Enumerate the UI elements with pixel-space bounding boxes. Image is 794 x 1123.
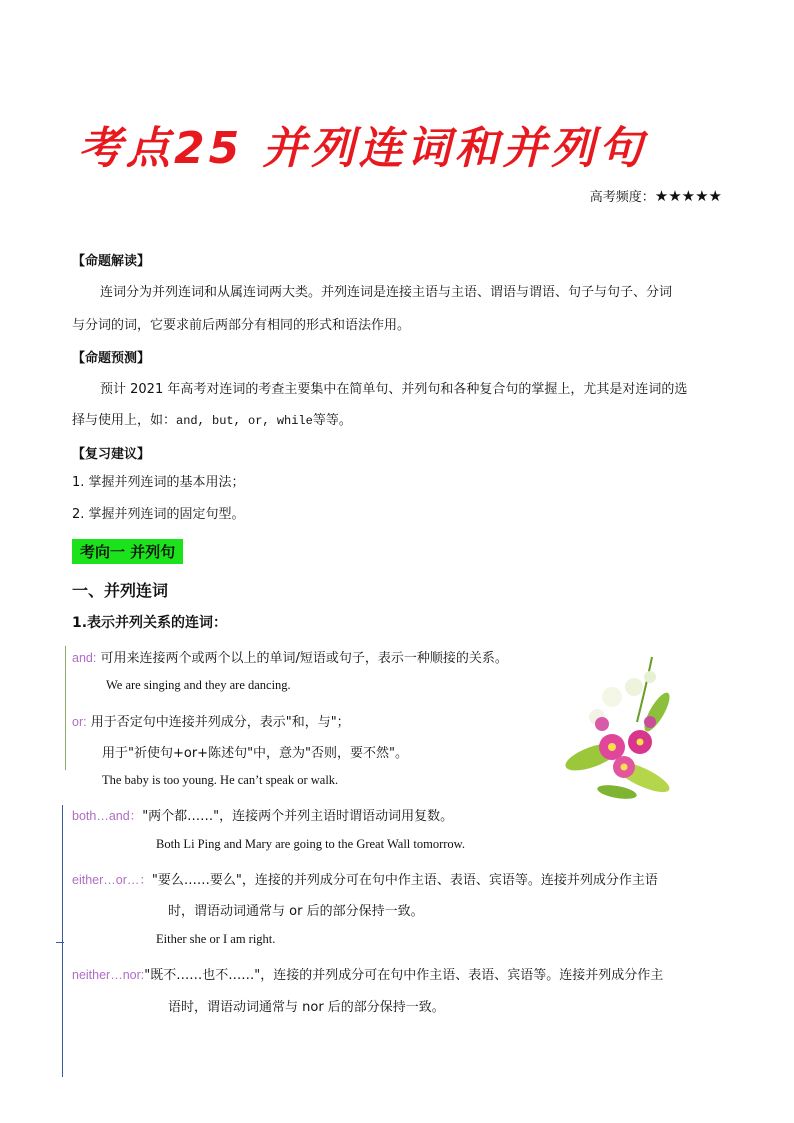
entry-neither <box>72 964 663 983</box>
section-heading-predict: 【命题预测】 <box>72 351 151 366</box>
sub-title: 1.表示并列关系的连词： <box>72 615 228 631</box>
frequency-stars: ★★★★★ <box>654 187 722 205</box>
entry-either <box>72 869 658 888</box>
frequency-label: 高考频度： <box>589 190 655 205</box>
bracket-line-2 <box>62 805 63 1077</box>
keyword-neither: neither…nor: <box>72 968 145 982</box>
keyword-either: either…or…： <box>72 873 152 887</box>
section-heading-advice: 【复习建议】 <box>72 447 151 462</box>
interpret-line-2: 与分词的词，它要求前后两部分有相同的形式和语法作用。 <box>72 318 411 333</box>
topic-highlight: 考向一 并列句 <box>72 539 183 564</box>
predict-line-2 <box>72 404 352 438</box>
example-both: Both Li Ping and Mary are going to the Great Wall tomorrow. <box>156 837 466 851</box>
desc-and: 可用来连接两个或两个以上的单词/短语或句子，表示一种顺接的关系。 <box>96 651 508 666</box>
example-either: Either she or I am right. <box>156 932 276 946</box>
keyword-or: or: <box>72 715 87 729</box>
section-title: 一、并列连词 <box>72 581 169 600</box>
bracket-tick <box>56 942 64 943</box>
desc-or-1: 用于否定句中连接并列成分，表示"和，与"； <box>86 715 350 730</box>
desc-neither-2: 语时，谓语动词通常与 nor 后的部分保持一致。 <box>168 1000 445 1015</box>
flower-bouquet-illustration <box>562 652 682 802</box>
example-or: The baby is too young. He can’t speak or walk. <box>102 773 339 787</box>
frequency-rating <box>590 186 722 205</box>
keyword-and: and: <box>72 651 97 665</box>
section-heading-interpret: 【命题解读】 <box>72 254 151 269</box>
entry-and <box>72 647 508 666</box>
entry-or <box>72 711 350 730</box>
desc-both: "两个都……"，连接两个并列主语时谓语动词用复数。 <box>142 809 454 824</box>
desc-or-2: 用于"祈使句+or+陈述句"中，意为"否则，要不然"。 <box>102 746 409 761</box>
white-flowers <box>589 671 656 725</box>
predict-line-1: 预计 2021 年高考对连词的考查主要集中在简单句、并列句和各种复合句的掌握上，尤其是对连词的选 <box>100 382 688 397</box>
predict-conjunctions: and, but, or, while <box>176 414 313 428</box>
predict-line-2-pre: 择与使用上，如： <box>72 413 177 428</box>
page-title: 考点25 并列连词和并列句 <box>78 123 647 174</box>
advice-item-1: 1. 掌握并列连词的基本用法； <box>72 475 245 490</box>
entry-both <box>72 805 453 824</box>
interpret-line-1: 连词分为并列连词和从属连词两大类。并列连词是连接主语与主语、谓语与谓语、句子与句子、分词 <box>100 285 673 300</box>
keyword-both: both…and： <box>72 809 143 823</box>
example-and: We are singing and they are dancing. <box>106 678 291 692</box>
leaves <box>562 657 674 801</box>
predict-line-2-post: 等等。 <box>312 413 352 428</box>
desc-neither-1: "既不……也不……"，连接的并列成分可在句中作主语、表语、宾语等。连接并列成分作主 <box>144 968 664 983</box>
advice-item-2: 2. 掌握并列连词的固定句型。 <box>72 507 245 522</box>
desc-either-2: 时，谓语动词通常与 or 后的部分保持一致。 <box>168 904 424 919</box>
bracket-line-1 <box>65 646 66 770</box>
desc-either-1: "要么……要么"，连接的并列成分可在句中作主语、表语、宾语等。连接并列成分作主语 <box>151 873 658 888</box>
pink-flowers <box>595 716 656 778</box>
